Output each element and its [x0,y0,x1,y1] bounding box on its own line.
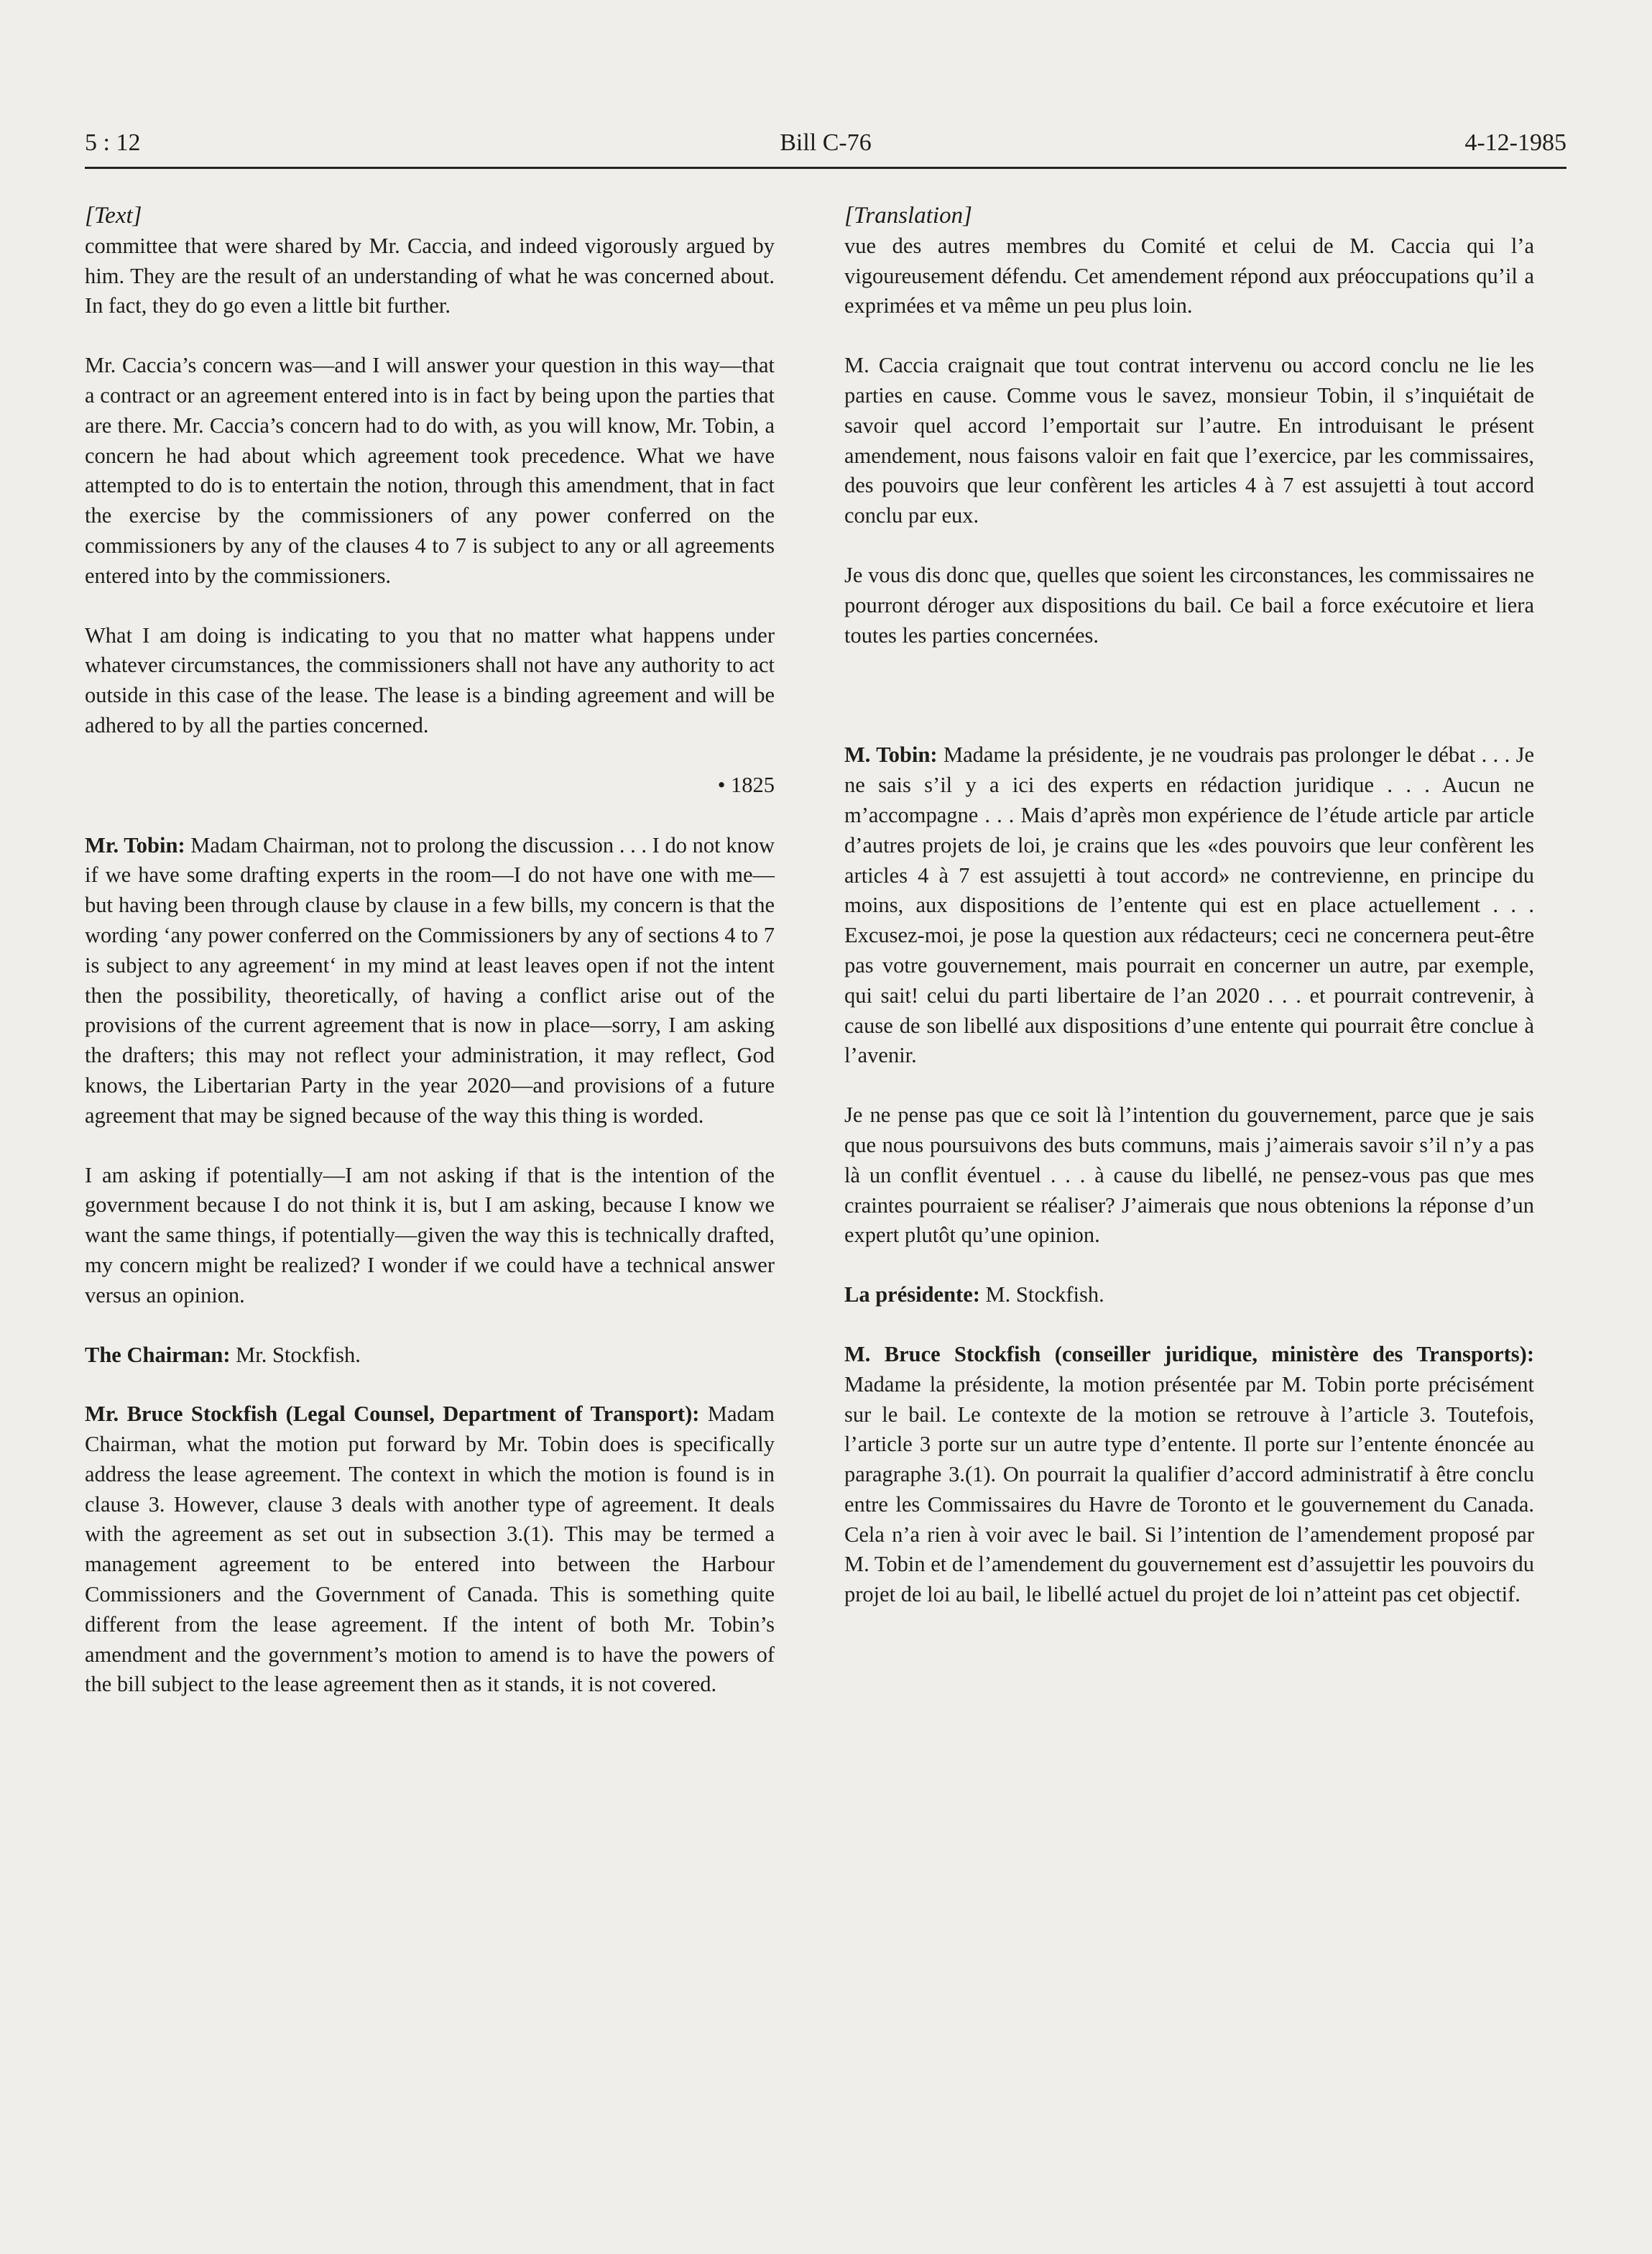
header-rule [85,167,1566,169]
speaker-name: Mr. Bruce Stockfish (Legal Counsel, Department of Transport): [85,1402,700,1427]
speech-text: Madam Chairman, what the motion put forward by Mr. Tobin does is specifically address the lease agreement. The context in which the motion is found is in clause 3. However, clause 3 deals with another type of agreement. It deals with the agreement as set out in subsection 3.(1). This may be termed a management agreement to be entered into between the Harbour Commissioners and the Government of Canada. This is something quite different from the lease agreement. If the intent of both Mr. Tobin’s amendment and the government’s motion to amend is to have the powers of the bill subject to the lease agreement then as it stands, it is not covered. [85,1402,775,1697]
paragraph: What I am doing is indicating to you that no matter what happens under whatever circumstances, the commissioners shall not have any authority to act outside in this case of the lease. The lease is a binding agreement and will be adhered to by all the parties concerned. [85,622,775,737]
time-marker: • 1825 [717,772,775,797]
paragraph: Je ne pense pas que ce soit là l’intention du gouvernement, parce que je sais que nous poursuivons des buts communs, mais j’aimerais savoir s’il n’y a pas là un conflit éventuel . . . à cause du libellé, ne pensez-vous pas que mes craintes pourraient se réaliser? J’aimerais que nous obtenions la réponse d’un expert plutôt qu’une opinion. [844,1103,1534,1248]
document-title: Bill C-76 [780,129,872,156]
speech-text: Mr. Stockfish. [230,1342,361,1367]
speaker-name: Mr. Tobin: [85,832,185,857]
document-date: 4-12-1985 [1464,129,1566,156]
page-header [85,129,1566,165]
page-reference: 5 : 12 [85,129,141,156]
paragraph: Je vous dis donc que, quelles que soient les circonstances, les commissaires ne pourront déroger aux dispositions du bail. Ce bail a force exécutoire et liera toutes les parties concernées. [844,562,1534,648]
paragraph: vue des autres membres du Comité et celui de M. Caccia qui l’a vigoureusement défendu. Cet amendement répond aux préoccupations qu’il a exprimées et va même un peu plus loin. [844,233,1534,318]
speech-text: Madame la présidente, la motion présentée par M. Tobin porte précisément sur le bail. Le contexte de la motion se retrouve à l’article 3. Toutefois, l’article 3 porte sur un autre type d’entente. Il porte sur l’entente énoncée au paragraphe 3.(1). On pourrait la qualifier d’accord administratif à être conclu entre les Commissaires du Havre de Toronto et le gouvernement du Canada. Cela n’a rien à voir avec le bail. Si l’intention de l’amendement proposé par M. Tobin et de l’amendement du gouvernement est d’assujettir les pouvoirs du projet de loi au bail, le libellé actuel du projet de loi n’atteint pas cet objectif. [844,1371,1534,1607]
paragraph: M. Caccia craignait que tout contrat intervenu ou accord conclu ne lie les parties en cause. Comme vous le savez, monsieur Tobin, il s’inquiétait de savoir quel accord l’emportait sur l’autre. En introduisant le présent amendement, nous faisons valoir en fait que l’exercice, par les commissaires, des pouvoirs que leur confèrent les articles 4 à 7 est assujetti à tout accord conclu par eux. [844,353,1534,528]
speech-paragraph [844,1280,1534,1310]
speaker-name: M. Bruce Stockfish (conseiller juridique, ministère des Transports): [844,1341,1534,1366]
speaker-name: La présidente: [844,1282,980,1307]
speech-text: Madame la présidente, je ne voudrais pas prolonger le débat . . . Je ne sais s’il y a ici des experts en rédaction juridique . . . Aucun ne m’accompagne . . . Mais d’après mon expérience de l’étude article par article d’autres projets de loi, je crains que les «des pouvoirs que leur confèrent les articles 4 à 7 est assujetti à tout accord» ne contrevienne, en principe du moins, aux dispositions de l’entente qui est en place actuellement . . . Excusez-moi, je pose la question aux rédacteurs; ceci ne concernera peut-être pas votre gouvernement, mais pourrait en concerner un autre, par exemple, qui sait! celui du parti libertaire de l’an 2020 . . . et pourrait contrevenir, à cause de son libellé aux dispositions d’une entente qui pourrait être conclue à l’avenir. [844,742,1534,1068]
speech-text: Madam Chairman, not to prolong the discussion . . . I do not know if we have some drafting experts in the room—I do not have one with me—but having been through clause by clause in a few bills, my concern is that the wording ‘any power conferred on the Commissioners by any of sections 4 to 7 is subject to any agreement‘ in my mind at least leaves open if not the intent then the possibility, theoretically, of having a conflict arise out of the provisions of the current agreement that is now in place—sorry, I am asking the drafters; this may not reflect your administration, it may reflect, God knows, the Libertarian Party in the year 2020—and provisions of a future agreement that may be signed because of the way this thing is worded. [85,832,775,1128]
paragraph: I am asking if potentially—I am not asking if that is the intention of the government because I do not think it is, but I am asking, because I know we want the same things, if potentially—given the way this is technically drafted, my concern might be realized? I wonder if we could have a technical answer versus an opinion. [85,1162,775,1307]
speech-paragraph [844,740,1534,1071]
speech-paragraph [85,1399,775,1700]
speech-paragraph [844,1340,1534,1610]
paragraph: committee that were shared by Mr. Caccia, and indeed vigorously argued by him. They are the result of an understanding of what he was concerned about. In fact, they do go even a little bit further. [85,233,775,318]
french-column [844,201,1534,1610]
speech-text: M. Stockfish. [979,1282,1104,1307]
speech-paragraph [85,831,775,1131]
text-tag: [Text] [85,203,142,229]
speaker-name: M. Tobin: [844,742,938,768]
paragraph: Mr. Caccia’s concern was—and I will answer your question in this way—that a contract or an agreement entered into is in fact by being upon the parties that are there. Mr. Caccia’s concern had to do with, as you will know, Mr. Tobin, a concern he had about which agreement took precedence. What we have attempted to do is to entertain the notion, through this amendment, that in fact the exercise by the commissioners of any power conferred on the commissioners by any of the clauses 4 to 7 is subject to any or all agreements entered into by the commissioners. [85,353,775,588]
english-column [85,201,775,1700]
speaker-name: The Chairman: [85,1342,231,1367]
translation-tag: [Translation] [844,203,972,229]
speech-paragraph [85,1340,775,1371]
